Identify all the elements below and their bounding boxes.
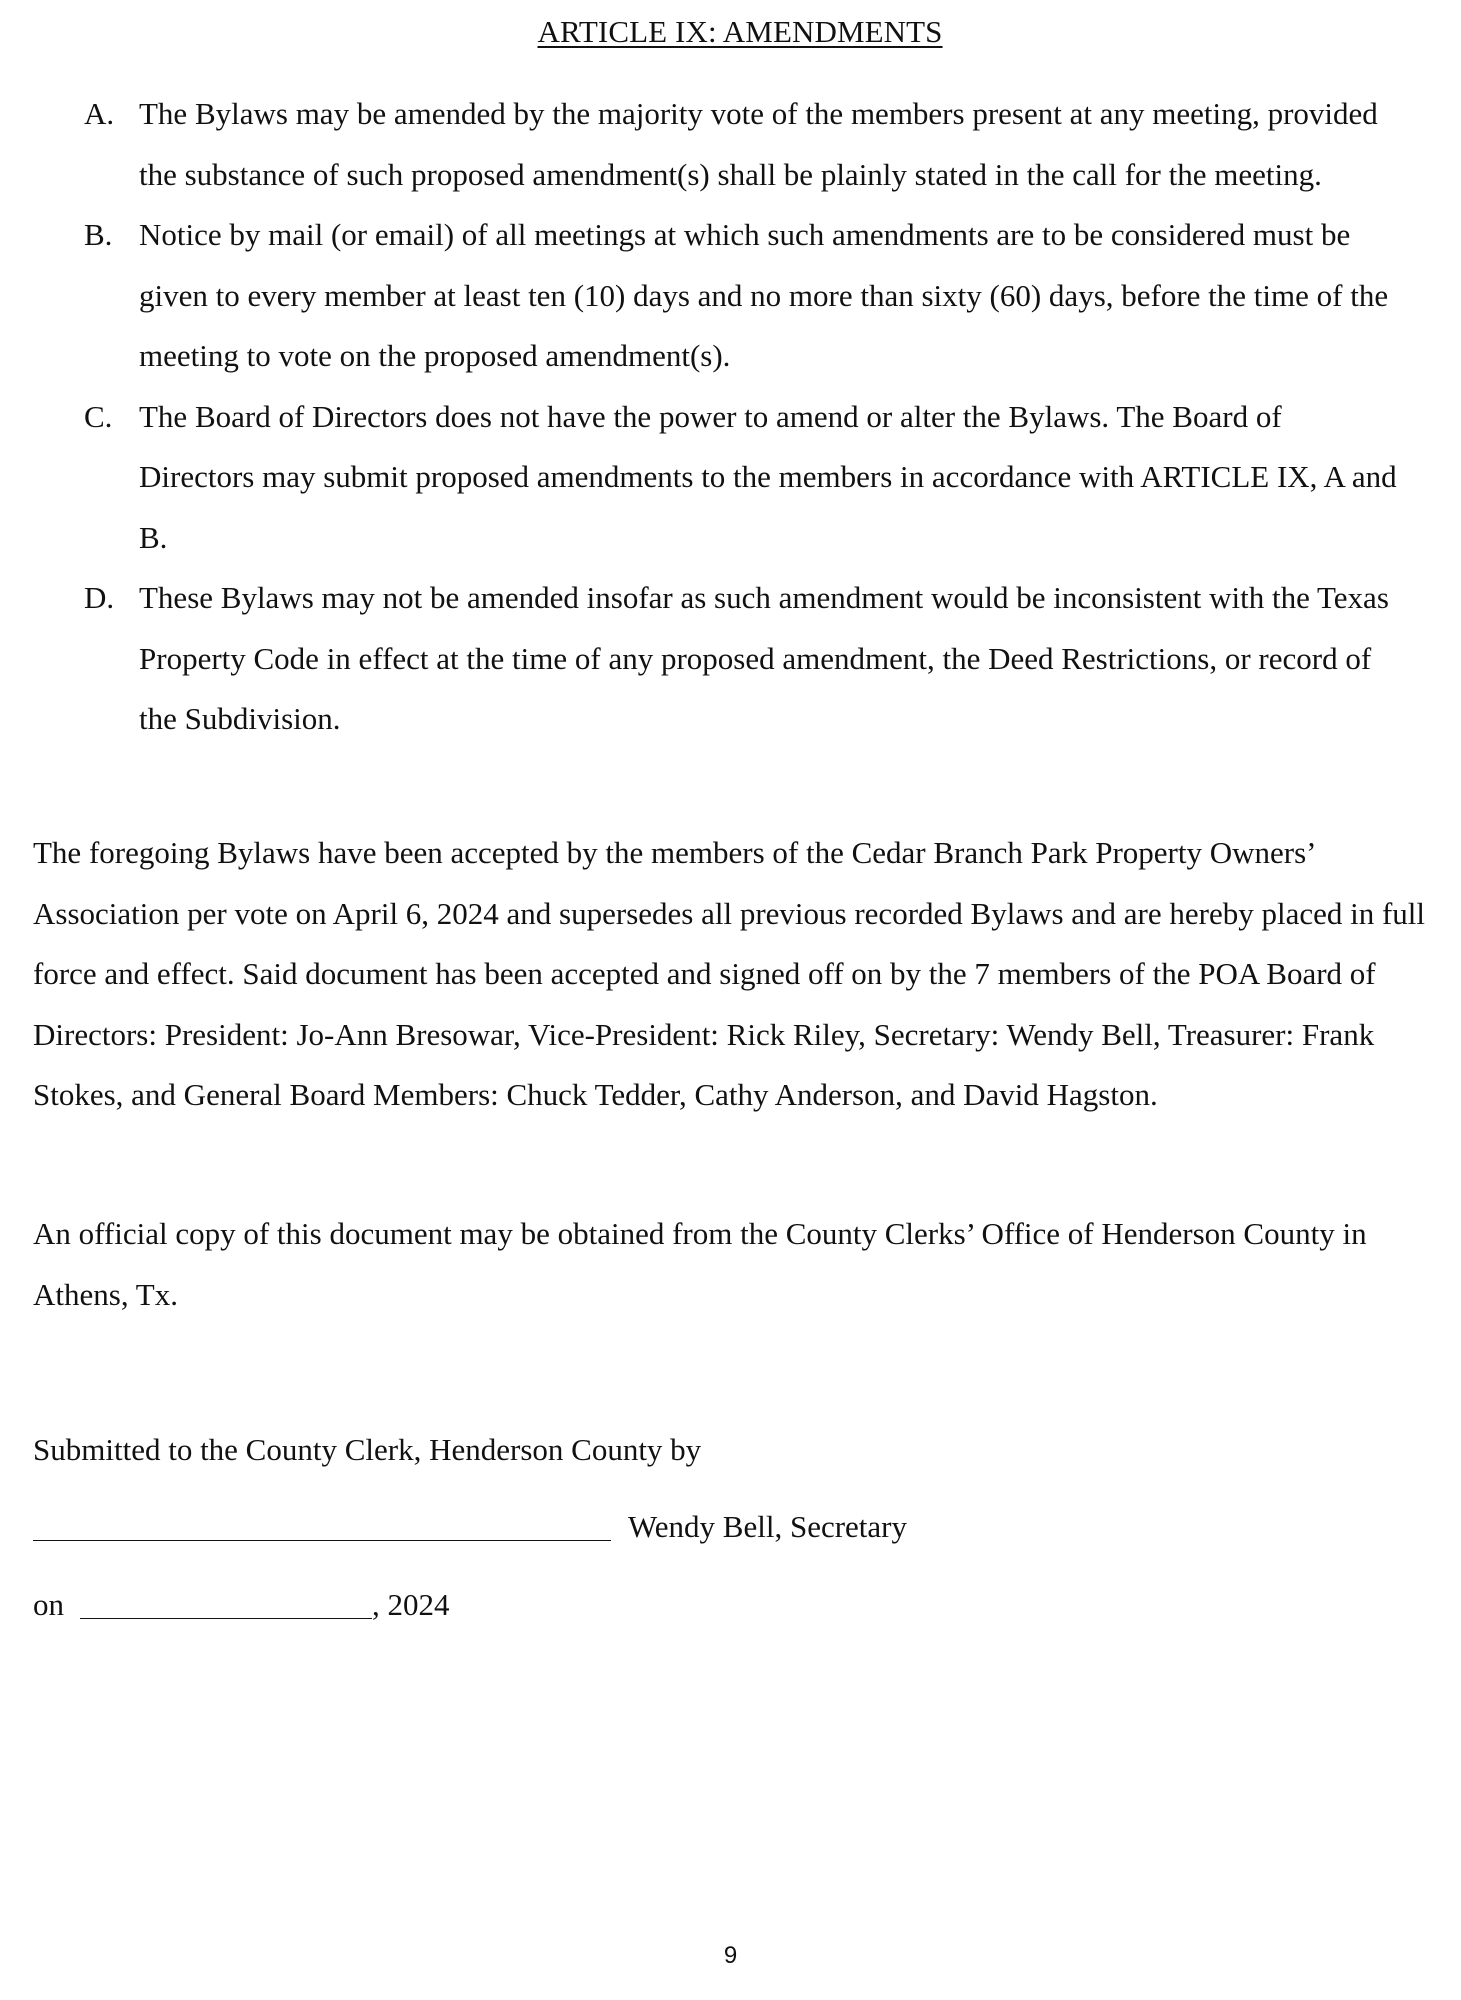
signature-line — [33, 1540, 611, 1541]
amendment-marker: A. — [84, 96, 115, 131]
amendment-item — [84, 205, 1404, 387]
acceptance-paragraph: The foregoing Bylaws have been accepted by the members of the Cedar Branch Park Property Owners’ Association per vote on April 6, 2024 and supersedes all previous recorded Bylaws and are hereby placed in full force and effect. Said document has been accepted and signed off on by the 7 members of the POA Board of Directors: President: Jo-Ann Bresowar, Vice-President: Rick Riley, Secretary: Wendy Bell, Treasurer: Frank Stokes, and General Board Members: Chuck Tedder, Cathy Anderson, and David Hagston. — [33, 835, 1426, 1112]
amendment-marker: C. — [84, 398, 113, 434]
amendments-list — [84, 84, 1404, 750]
amendment-text: The Bylaws may be amended by the majority vote of the members present at any meeting, provided the substance of such proposed amendment(s) shall be plainly stated in the call for the meeting. — [139, 96, 1378, 192]
amendment-text: These Bylaws may not be amended insofar as such amendment would be inconsistent with the Texas Property Code in effect at the time of any proposed amendment, the Deed Restrictions, or record of the Subdivision. — [139, 580, 1389, 736]
date-year: , 2024 — [372, 1587, 450, 1622]
signatory-name: Wendy Bell, Secretary — [628, 1509, 907, 1544]
amendment-marker: B. — [84, 217, 113, 252]
amendment-item — [84, 84, 1404, 205]
amendment-item — [84, 387, 1404, 569]
article-title: ARTICLE IX: AMENDMENTS — [537, 14, 943, 49]
date-prefix: on — [33, 1587, 64, 1622]
official-copy-paragraph: An official copy of this document may be obtained from the County Clerks’ Office of Henderson County in Athens, Tx. — [33, 1216, 1367, 1312]
page-number: 9 — [723, 1942, 738, 1969]
date-blank-line — [80, 1618, 372, 1619]
submitted-statement: Submitted to the County Clerk, Henderson County by — [33, 1432, 702, 1467]
amendment-text: The Board of Directors does not have the power to amend or alter the Bylaws. The Board of Directors may submit proposed amendments to the members in accordance with ARTICLE IX, A and B. — [139, 398, 1397, 555]
amendment-item — [84, 568, 1404, 750]
amendment-text: Notice by mail (or email) of all meetings at which such amendments are to be considered must be given to every member at least ten (10) days and no more than sixty (60) days, before the time of the meeting to vote on the proposed amendment(s). — [139, 217, 1389, 373]
amendment-marker: D. — [84, 580, 115, 615]
